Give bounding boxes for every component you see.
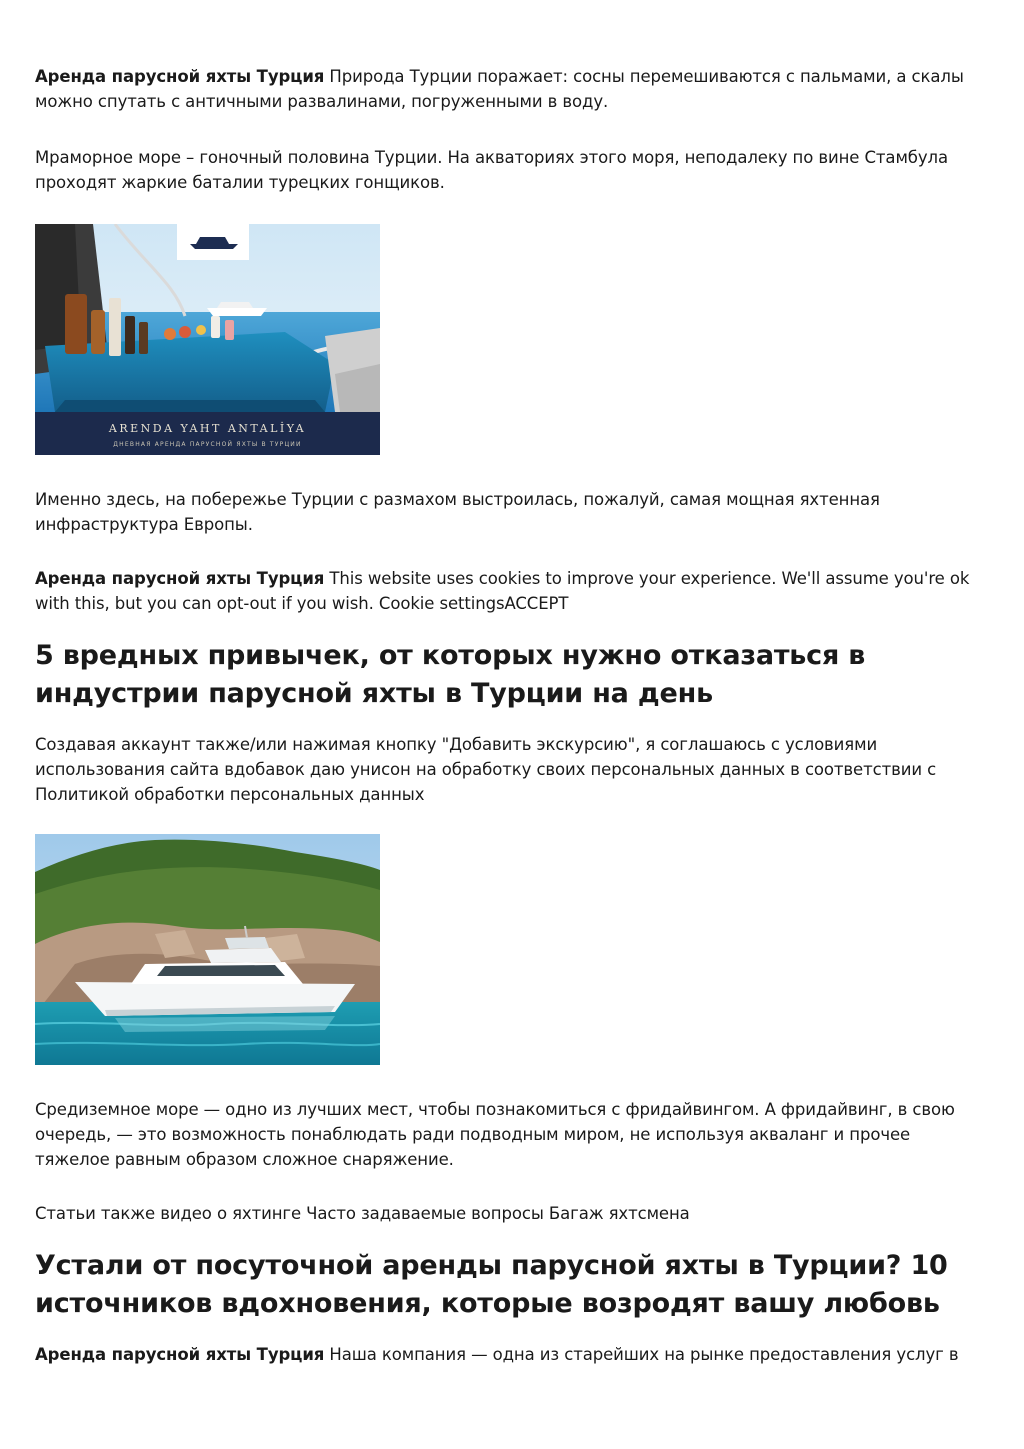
paragraph-freediving bbox=[35, 1097, 985, 1172]
paragraph-text: Наша компания — одна из старейших на рынке предоставления услуг в bbox=[324, 1345, 959, 1364]
paragraph-lead: Аренда парусной яхты Турция bbox=[35, 1345, 325, 1364]
paragraph-text: Создавая аккаунт также/или нажимая кнопку "Добавить экскурсию", я соглашаюсь с условиями использования сайта вдобавок даю унисон на обработку своих персональных данных в соответствии с Политикой обработки персональных данных bbox=[35, 735, 937, 804]
section-heading-habits: 5 вредных привычек, от которых нужно отказаться в индустрии парусной яхты в Турции на день bbox=[35, 640, 866, 709]
paragraph-text: Мраморное море – гоночный половина Турции. На акваториях этого моря, неподалеку по вине Стамбула проходят жаркие баталии турецких гонщиков. bbox=[35, 148, 948, 192]
paragraph-text: Именно здесь, на побережье Турции с размахом выстроилась, пожалуй, самая мощная яхтенная инфраструктура Европы. bbox=[35, 490, 880, 534]
paragraph-text: Статьи также видео о яхтинге Часто задаваемые вопросы Багаж яхтсмена bbox=[35, 1204, 690, 1223]
paragraph-marmara bbox=[35, 145, 985, 195]
paragraph-lead: Аренда парусной яхты Турция bbox=[35, 569, 325, 588]
section-heading-inspiration: Устали от посуточной аренды парусной яхты в Турции? 10 источников вдохновения, которые возродят вашу любовь bbox=[35, 1250, 948, 1319]
document-page bbox=[35, 64, 985, 1367]
paragraph-text: Природа Турции поражает: сосны перемешиваются с пальмами, а скалы можно спутать с античными развалинами, погруженными в воду. bbox=[35, 67, 964, 111]
paragraph-links bbox=[35, 1201, 985, 1226]
banner-subtitle: ДНЕВНАЯ АРЕНДА ПАРУСНОЙ ЯХТЫ В ТУРЦИИ bbox=[113, 441, 302, 448]
paragraph-cookies bbox=[35, 566, 985, 616]
yacht-deck-image bbox=[35, 224, 380, 455]
paragraph-text: Средиземное море — одно из лучших мест, чтобы познакомиться с фридайвингом. А фридайвинг, в свою очередь, — это возможность понаблюдать ради подводным миром, не используя акваланг и прочее тяжелое равным образом сложное снаряжение. bbox=[35, 1100, 955, 1169]
motor-yacht-image bbox=[35, 834, 380, 1065]
paragraph-agreement bbox=[35, 732, 985, 807]
paragraph-company bbox=[35, 1342, 985, 1367]
paragraph-intro bbox=[35, 64, 985, 114]
paragraph-text: This website uses cookies to improve your experience. We'll assume you're ok with this, but you can opt-out if you wish. Cookie settingsACCEPT bbox=[35, 569, 970, 613]
paragraph-infrastructure bbox=[35, 487, 985, 537]
paragraph-lead: Аренда парусной яхты Турция bbox=[35, 67, 325, 86]
banner-title: ARENDA YAHT ANTALİYA bbox=[108, 422, 307, 435]
